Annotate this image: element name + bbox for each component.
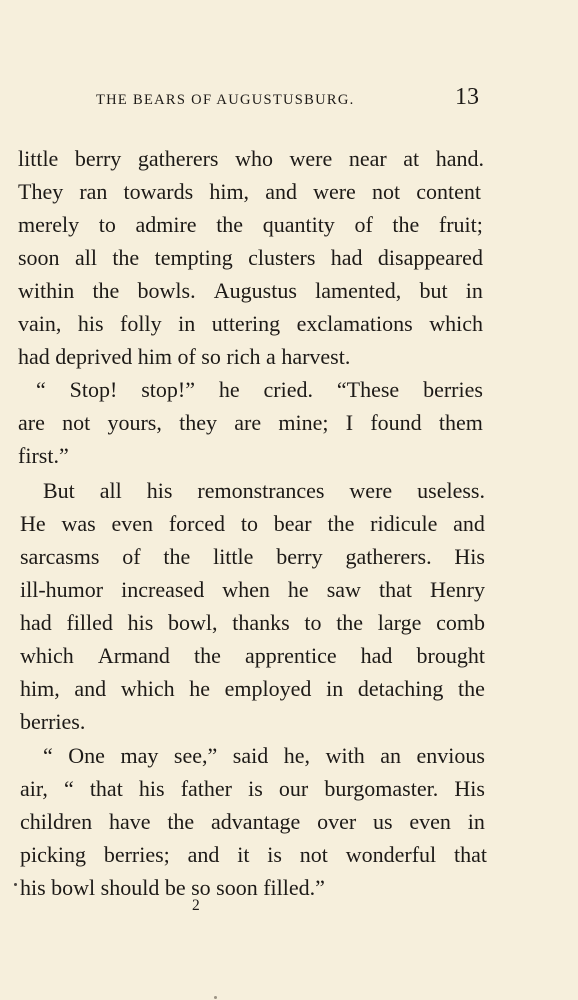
word: and [265,179,297,204]
word: had [360,643,393,668]
word: even [409,809,451,834]
text-line [20,875,325,901]
word: he [218,377,240,402]
word: his [77,311,104,336]
word: large [377,610,422,635]
text-line [18,245,483,271]
text-line [18,311,483,337]
word: ridicule [370,511,438,536]
word: near [348,146,387,171]
word: they [179,410,218,435]
word: Armand [97,643,170,668]
text-line [20,610,485,636]
word: the [216,212,244,237]
word: see,” [173,743,218,768]
word: forced [168,511,226,536]
word: useless. [417,478,485,503]
word: hand. [435,146,484,171]
text-line [43,478,485,504]
word: His [454,776,485,801]
word: clusters [248,245,316,270]
word: is [248,776,263,801]
word: him, [209,179,250,204]
word: burgomaster. [324,776,439,801]
word: employed [224,676,312,701]
word: him, [20,676,60,701]
word: had [20,610,52,635]
word: folly [120,311,162,336]
word: advantage [211,809,301,834]
text-line [18,212,483,238]
text-line [20,809,485,835]
word: “ [63,776,74,801]
word: he [287,577,309,602]
word: yours, [107,410,162,435]
word: father [180,776,233,801]
word: the [112,245,140,270]
word: comb [436,610,485,635]
word: are [18,410,45,435]
word: were [289,146,333,171]
word: little [213,544,254,569]
text-line [18,443,69,469]
word: berries [423,377,483,402]
word: which [120,676,175,701]
word: the [458,676,485,701]
word: bear [273,511,312,536]
word: over [317,809,357,834]
word: thanks [232,610,290,635]
word: wonderful [345,842,437,867]
word: to [240,511,258,536]
word: the [92,278,120,303]
word: that [454,842,487,867]
word: he [189,676,210,701]
word: who [235,146,273,171]
word: exclamations [296,311,413,336]
word: Henry [430,577,485,602]
word: not [299,842,328,867]
text-line [20,511,485,537]
word: had [330,245,363,270]
word: it [237,842,250,867]
word: that [378,577,412,602]
word: the [194,643,221,668]
word: apprentice [244,643,337,668]
word: fruit; [438,212,483,237]
word: detaching [357,676,444,701]
word: ran [79,179,108,204]
word: towards [123,179,194,204]
word: them [438,410,483,435]
word: filled [66,610,113,635]
word: the [167,809,195,834]
word: berry [276,544,323,569]
word: was [61,511,96,536]
word: tempting [154,245,233,270]
word: all [99,478,122,503]
word: to [98,212,116,237]
word: were [349,478,393,503]
word: “ [43,743,53,768]
text-line [18,410,483,436]
word: with [325,743,365,768]
word: little [18,146,59,171]
word: saw [326,577,361,602]
word: They [18,179,64,204]
word: were [313,179,356,204]
word: disappeared [377,245,483,270]
word: He [20,511,46,536]
word: of [354,212,373,237]
word: But [43,478,75,503]
word: us [373,809,393,834]
word: stop!” [141,377,195,402]
word: our [278,776,309,801]
line-text: first.” [18,443,69,468]
word: sarcasms [20,544,100,569]
word: even [111,511,154,536]
word: admire [135,212,197,237]
word: gatherers [137,146,219,171]
word: “ [36,377,46,402]
word: all [74,245,97,270]
line-text: his bowl should be so soon filled.” [20,875,325,900]
word: the [392,212,420,237]
word: content [416,179,481,204]
word: in [326,676,344,701]
text-line [20,676,485,702]
word: and [74,676,107,701]
word: envious [416,743,485,768]
word: brought [416,643,485,668]
word: that [89,776,123,801]
word: and [453,511,485,536]
word: said [232,743,269,768]
word: I [345,410,354,435]
line-text: berries. [20,709,86,734]
word: berry [74,146,122,171]
word: the [327,511,355,536]
word: cried. [263,377,314,402]
word: not [62,410,91,435]
word: air, [20,776,48,801]
word: increased [121,577,205,602]
word: found [370,410,422,435]
page-number: 13 [455,84,479,110]
word: which [429,311,483,336]
line-text: had deprived him of so rich a harvest. [18,344,351,369]
word: lamented, [315,278,402,303]
word: vain, [18,311,62,336]
text-line [20,577,485,603]
text-line [20,709,85,735]
word: uttering [211,311,281,336]
word: within [18,278,75,303]
word: in [467,809,485,834]
word: to [304,610,322,635]
word: have [108,809,151,834]
word: he, [283,743,311,768]
word: “These [336,377,400,402]
word: One [68,743,105,768]
word: at [403,146,420,171]
word: his [127,610,154,635]
word: berries; [103,842,170,867]
word: is [267,842,282,867]
word: the [163,544,191,569]
word: are [234,410,262,435]
text-line [18,278,483,304]
word: ill-humor [20,577,104,602]
word: his [138,776,165,801]
text-line [18,179,481,205]
word: merely [18,212,80,237]
text-line [20,842,487,868]
word: Augustus [213,278,297,303]
text-line [20,643,485,669]
text-line [20,544,485,570]
word: when [222,577,270,602]
text-line [20,776,485,802]
word: not [371,179,401,204]
word: children [20,809,93,834]
word: bowls. [137,278,196,303]
paper-speck [214,996,217,999]
word: may [120,743,159,768]
word: in [178,311,196,336]
word: mine; [278,410,329,435]
word: picking [20,842,86,867]
word: and [187,842,220,867]
word: remonstrances [197,478,325,503]
text-line [18,344,350,370]
signature-mark: 2 [192,897,200,914]
word: His [454,544,485,569]
word: but [419,278,448,303]
running-head: THE BEARS OF AUGUSTUSBURG. [96,92,355,108]
word: soon [18,245,60,270]
word: an [380,743,401,768]
word: which [20,643,74,668]
word: Stop! [69,377,118,402]
text-line [36,377,483,403]
word: in [465,278,483,303]
word: his [146,478,173,503]
text-line [43,743,485,769]
word: gatherers. [345,544,432,569]
word: the [336,610,364,635]
word: bowl, [168,610,218,635]
ink-mark [14,883,17,886]
text-line [18,146,484,172]
word: quantity [262,212,335,237]
word: of [122,544,141,569]
